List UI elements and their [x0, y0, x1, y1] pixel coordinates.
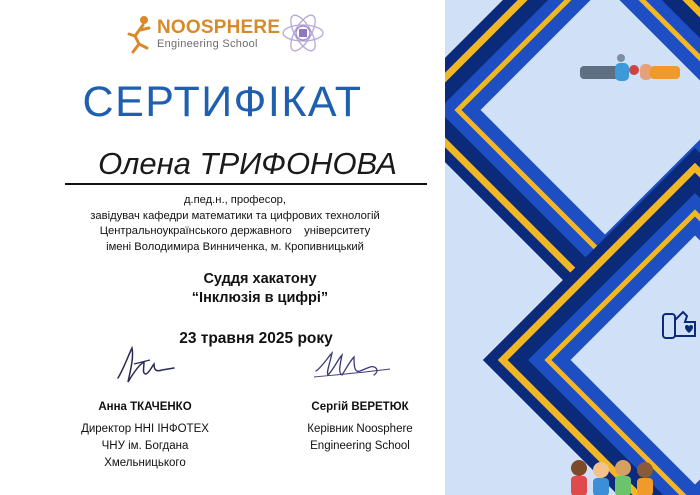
- position-line: Директор ННІ ІНФОТЕХ: [81, 423, 209, 435]
- logo-subtitle: Engineering School: [157, 37, 258, 50]
- position-line: ЧНУ ім. Богдана: [101, 440, 189, 452]
- decorative-panel: [445, 0, 700, 495]
- position-line: Керівник Noosphere: [307, 423, 413, 435]
- credential-line: завідувач кафедри математики та цифрових технологій: [90, 209, 380, 222]
- recipient-credentials: [0, 193, 470, 255]
- credential-line: імені Володимира Винниченка, м. Кропивницький: [106, 240, 364, 253]
- noosphere-logo: [125, 12, 280, 56]
- credential-line: Центральноукраїнського державного університету: [99, 225, 371, 237]
- logo-title: NOOSPHERE: [157, 16, 281, 38]
- award-role: [0, 270, 520, 308]
- rocket-figure-icon: [125, 14, 153, 54]
- event-name: “Інклюзія в цифрі”: [191, 290, 329, 306]
- position-line: Engineering School: [310, 440, 410, 452]
- atom-icon: [280, 10, 326, 56]
- signature-2: [310, 345, 395, 387]
- name-underline: [65, 183, 427, 185]
- signer-2-position: [280, 421, 440, 455]
- credential-line: д.пед.н., професор,: [183, 194, 286, 206]
- certificate-title: СЕРТИФІКАТ: [82, 78, 363, 126]
- diamond-pattern: [445, 0, 700, 495]
- signer-1-position: [55, 421, 235, 472]
- signature-1: [110, 338, 180, 390]
- position-line: Хмельницького: [104, 457, 186, 469]
- certificate-date: 23 травня 2025 року: [179, 330, 333, 347]
- signer-2-name: Сергій ВЕРЕТЮК: [311, 401, 409, 413]
- recipient-name: Олена ТРИФОНОВА: [98, 146, 397, 181]
- signer-1-name: Анна ТКАЧЕНКО: [98, 401, 192, 413]
- role-label: Суддя хакатону: [203, 271, 317, 287]
